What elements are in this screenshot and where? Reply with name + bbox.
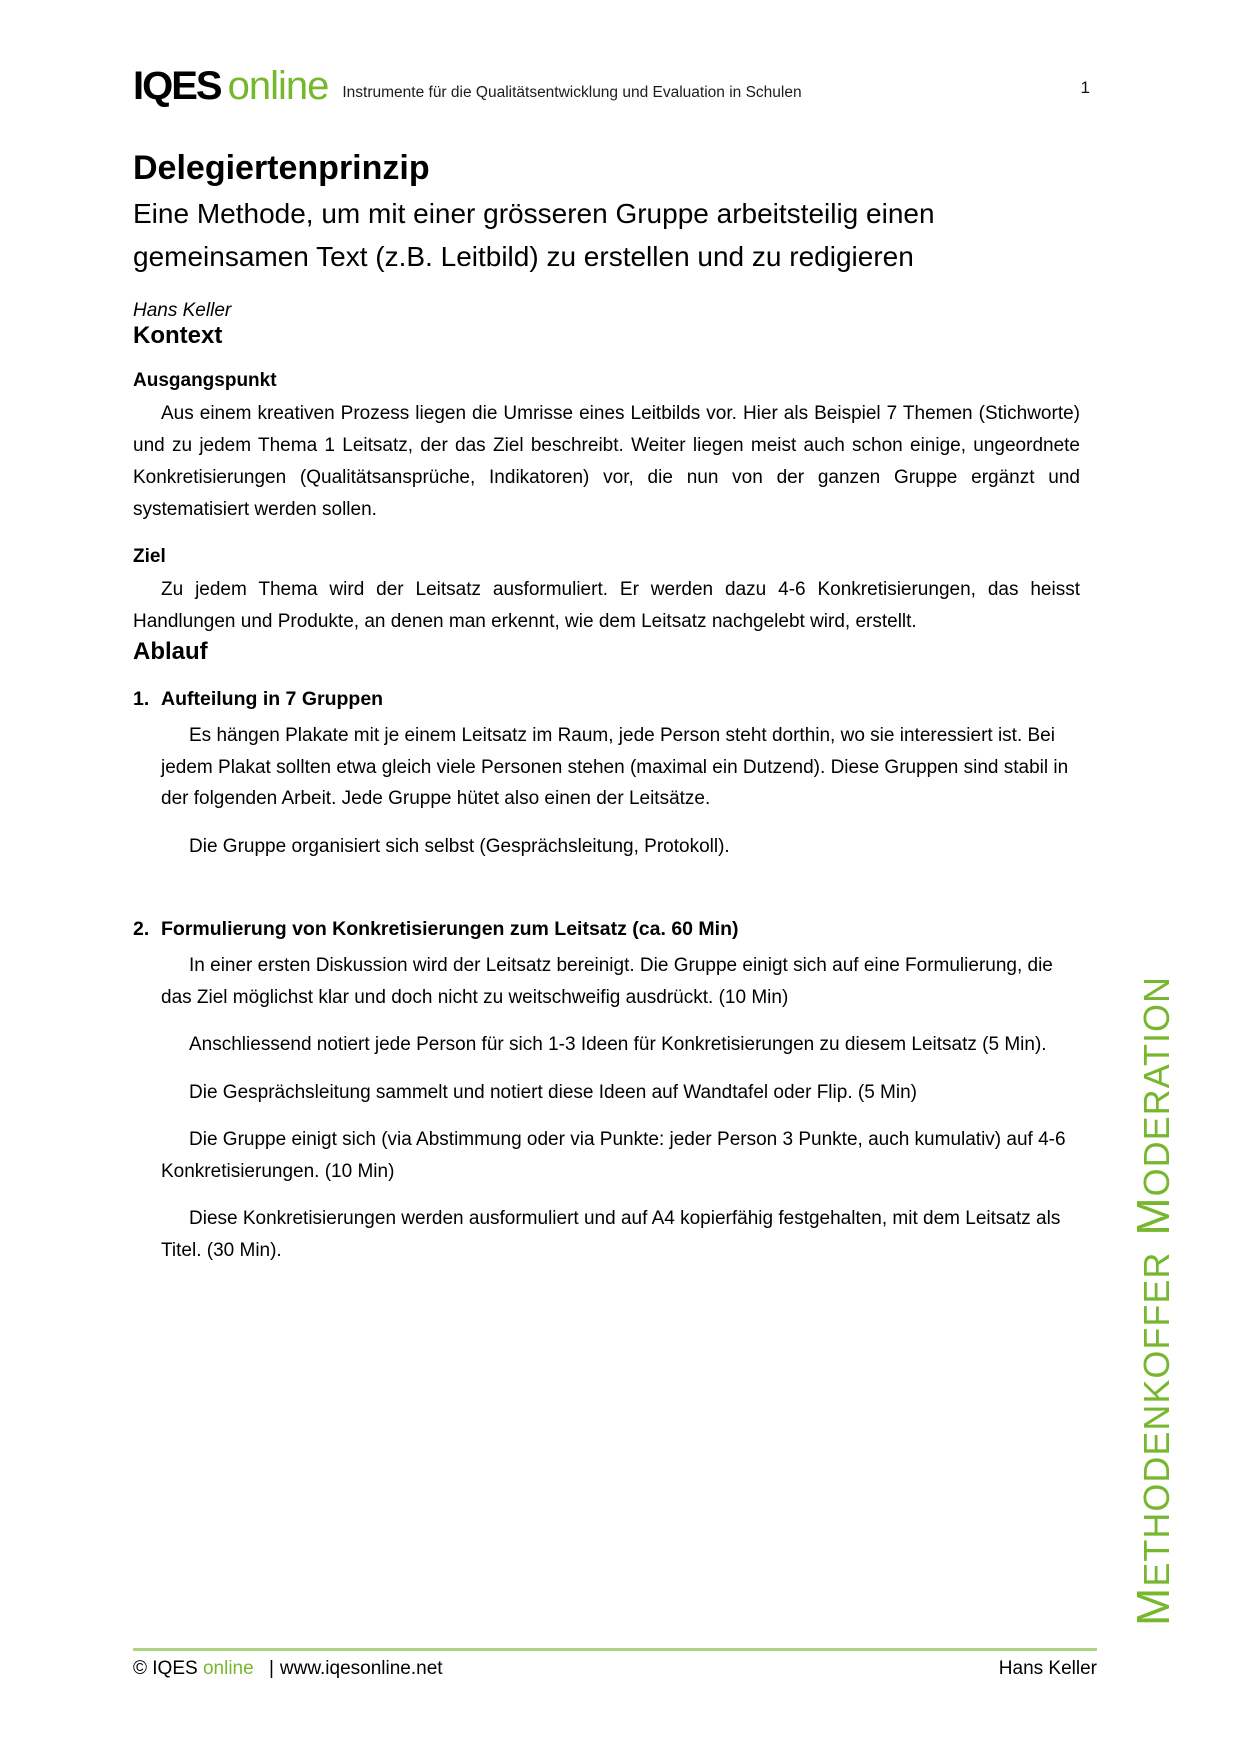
footer-author: Hans Keller bbox=[998, 1658, 1097, 1679]
document-title: Delegiertenprinzip bbox=[133, 149, 430, 187]
author-name: Hans Keller bbox=[133, 300, 232, 321]
step-2-paragraph: Die Gruppe einigt sich (via Abstimmung oder via Punkte: jeder Person 3 Punkte, auch kumulativ) auf 4-6 Konkretisierungen. (10 Min) bbox=[161, 1129, 1066, 1182]
step-1-body bbox=[161, 720, 1080, 862]
subheading-ziel: Ziel bbox=[133, 546, 166, 567]
sidebar-vertical-label bbox=[1126, 966, 1179, 1626]
step-1 bbox=[133, 688, 1080, 862]
paragraph-ziel: Zu jedem Thema wird der Leitsatz ausformuliert. Er werden dazu 4-6 Konkretisierungen, das heisst Handlungen und Produkte, an denen man erkennt, wie dem Leitsatz nachgelebt wird, erstellt. bbox=[133, 579, 1080, 632]
step-1-heading bbox=[133, 688, 1080, 711]
subheading-ausgangspunkt: Ausgangspunkt bbox=[133, 370, 277, 391]
footer-rule bbox=[133, 1648, 1097, 1651]
page-header bbox=[133, 66, 1120, 106]
footer-copyright: © IQES bbox=[133, 1658, 198, 1679]
step-2-body bbox=[161, 950, 1080, 1266]
step-2-paragraph: Die Gesprächsleitung sammelt und notiert diese Ideen auf Wandtafel oder Flip. (5 Min) bbox=[189, 1081, 917, 1103]
page-footer bbox=[133, 1658, 1097, 1680]
header-tagline: Instrumente für die Qualitätsentwicklung und Evaluation in Schulen bbox=[342, 84, 802, 101]
step-2-number: 2. bbox=[133, 918, 150, 940]
section-heading-kontext: Kontext bbox=[133, 322, 223, 349]
footer-separator: | bbox=[268, 1658, 274, 1679]
sidebar-word1-rest: ETHODENKOFFER bbox=[1136, 1251, 1177, 1587]
step-2-paragraph: In einer ersten Diskussion wird der Leitsatz bereinigt. Die Gruppe einigt sich auf eine Formulierung, die das Ziel möglichst klar und doch nicht zu weitschweifig ausdrückt. (10 Min) bbox=[161, 955, 1053, 1008]
footer-brand-online: online bbox=[202, 1658, 254, 1679]
step-1-paragraph: Die Gruppe organisiert sich selbst (Gesprächsleitung, Protokoll). bbox=[189, 835, 730, 857]
step-2 bbox=[133, 918, 1080, 1266]
logo-text-online: online bbox=[227, 64, 329, 108]
step-1-title: Aufteilung in 7 Gruppen bbox=[161, 688, 384, 710]
section-heading-ablauf: Ablauf bbox=[133, 638, 208, 665]
document-subtitle: Eine Methode, um mit einer grösseren Gruppe arbeitsteilig einen gemeinsamen Text (z.B. Leitbild) zu erstellen und zu redigieren bbox=[133, 198, 935, 272]
step-2-paragraph: Diese Konkretisierungen werden ausformuliert und auf A4 kopierfähig festgehalten, mit dem Leitsatz als Titel. (30 Min). bbox=[161, 1208, 1061, 1261]
step-2-heading bbox=[133, 918, 1080, 941]
content-column bbox=[133, 148, 1080, 1266]
step-2-title: Formulierung von Konkretisierungen zum Leitsatz (ca. 60 Min) bbox=[161, 918, 739, 940]
page-number: 1 bbox=[1080, 78, 1090, 97]
paragraph-ausgangspunkt: Aus einem kreativen Prozess liegen die Umrisse eines Leitbilds vor. Hier als Beispiel 7 Themen (Stichworte) und zu jedem Thema 1 Leitsatz, der das Ziel beschreibt. Weiter liegen meist auch schon einige, ungeordnete Konkretisierungen (Qualitätsansprüche, Indikatoren) vor, die nun von der ganzen Gruppe ergänzt und systematisiert werden sollen. bbox=[133, 403, 1080, 520]
step-1-paragraph: Es hängen Plakate mit je einem Leitsatz im Raum, jede Person steht dorthin, wo sie interessiert ist. Bei jedem Plakat sollten etwa gleich viele Personen stehen (maximal ein Dutzend). Diese Gruppen sind stabil in der folgenden Arbeit. Jede Gruppe hütet also einen der Leitsätze. bbox=[161, 725, 1069, 809]
iqes-logo bbox=[133, 66, 328, 106]
logo-text-iqes: IQES bbox=[133, 64, 221, 108]
sidebar-word2-rest: ODERATION bbox=[1136, 975, 1177, 1197]
sidebar-word2-initial: M bbox=[1127, 1196, 1179, 1236]
sidebar-word1-initial: M bbox=[1127, 1586, 1179, 1626]
step-2-paragraph: Anschliessend notiert jede Person für sich 1-3 Ideen für Konkretisierungen zu diesem Leitsatz (5 Min). bbox=[189, 1034, 1047, 1055]
footer-left bbox=[133, 1658, 443, 1680]
step-1-number: 1. bbox=[133, 688, 150, 710]
footer-url: www.iqesonline.net bbox=[279, 1658, 443, 1679]
